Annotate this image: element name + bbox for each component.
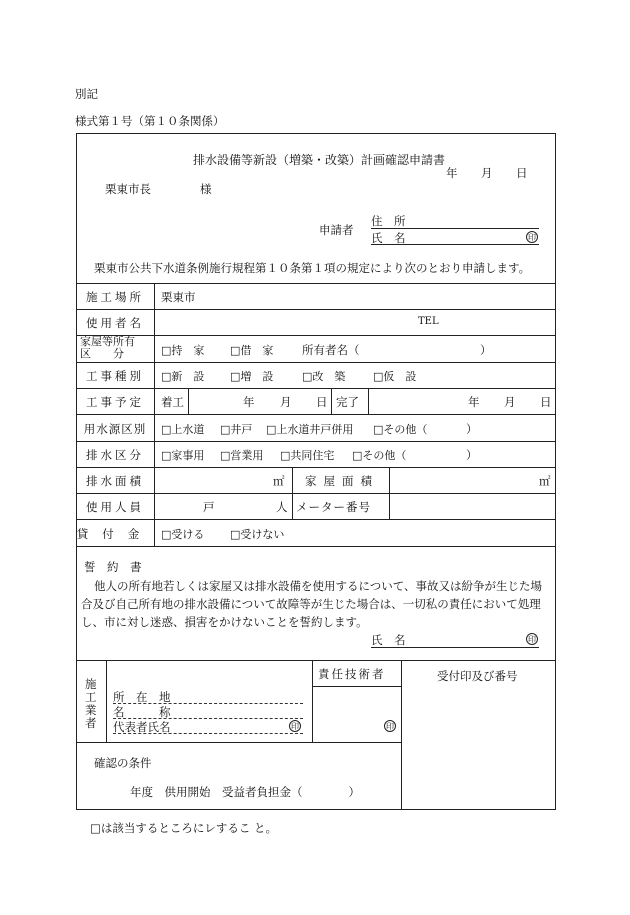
applicant-seal-icon: 印 <box>528 233 536 242</box>
loan-yes-checkbox[interactable]: □受ける <box>161 528 205 541</box>
schedule-divider <box>188 388 189 414</box>
water-other-checkbox[interactable]: □その他（ <box>373 423 428 436</box>
house-owner-close: ） <box>480 343 492 357</box>
contractor-rep-line[interactable] <box>113 733 303 734</box>
pledge-seal-icon: 印 <box>528 635 536 644</box>
pledge-heading: 誓 約 書 <box>84 560 142 574</box>
house-area-label: 家屋面積 <box>305 474 379 488</box>
form-number: 様式第１号（第１０条関係） <box>75 114 225 128</box>
work-expand-checkbox[interactable]: □増 設 <box>230 370 274 383</box>
water-public-checkbox[interactable]: □上水道 <box>161 423 205 436</box>
water-both-checkbox[interactable]: □上水道井戸併用 <box>266 423 354 436</box>
pledge-line3: し、市に対し迷惑、損害をかけないことを誓約します。 <box>81 615 368 629</box>
schedule-end-label: 完了 <box>336 395 359 409</box>
reception-divider <box>401 660 402 810</box>
contractor-seal-icon: 印 <box>291 722 299 731</box>
pledge-line2: 合及び自己所有地の排水設備について故障等が生じた場合は、一切私の責任において処理 <box>81 597 541 611</box>
drain-label: 排水区分 <box>86 448 144 462</box>
house-label: 家屋等所有 区 分 <box>80 335 135 360</box>
row-divider <box>76 546 556 547</box>
area-divider <box>292 467 293 519</box>
loan-no-checkbox[interactable]: □受けない <box>230 528 285 541</box>
area-label: 排水面積 <box>86 474 144 488</box>
addressee-honorific: 様 <box>200 182 212 196</box>
schedule-end-day[interactable]: 日 <box>540 395 552 409</box>
conditions-line: 年度 供用開始 受益者負担金（ ） <box>130 785 360 799</box>
addressee-name: 栗東市長 <box>105 182 151 196</box>
area-divider <box>389 467 390 519</box>
people-label: 使用人員 <box>86 500 144 514</box>
row-divider <box>76 493 556 494</box>
user-tel[interactable]: TEL <box>418 316 439 327</box>
user-label: 使用者名 <box>86 316 144 330</box>
water-other-close: ） <box>466 422 478 436</box>
applicant-name-label: 氏 名 <box>371 231 406 245</box>
location-label: 施工場所 <box>86 290 144 304</box>
contractor-rep-label: 代表者氏名 <box>113 720 171 734</box>
contractor-divider <box>106 660 107 742</box>
date-year: 年 <box>446 166 458 180</box>
label-column-divider <box>154 283 155 546</box>
row-divider <box>76 519 556 520</box>
pledge-name-label: 氏 名 <box>371 633 406 647</box>
date-day: 日 <box>516 166 528 180</box>
house-own-checkbox[interactable]: □持 家 <box>161 344 205 357</box>
schedule-start-month[interactable]: 月 <box>280 395 292 409</box>
work-new-checkbox[interactable]: □新 設 <box>161 370 205 383</box>
conditions-heading: 確認の条件 <box>94 756 152 770</box>
schedule-start-label: 着工 <box>161 395 184 409</box>
form-title: 排水設備等新設（増築・改築）計画確認申請書 <box>193 153 446 167</box>
row-divider <box>76 441 556 442</box>
applicant-address-label: 住 所 <box>371 214 406 228</box>
applicant-address-line[interactable] <box>371 228 539 229</box>
water-label: 用水源区別 <box>83 422 147 436</box>
schedule-label: 工事予定 <box>86 395 144 409</box>
row-divider <box>76 309 556 310</box>
intro-text: 栗東市公共下水道条例施行規程第１０条第１項の規定により次のとおり申請します。 <box>94 261 531 275</box>
drain-business-checkbox[interactable]: □営業用 <box>220 449 264 462</box>
pledge-name-line[interactable] <box>371 647 539 648</box>
drain-home-checkbox[interactable]: □家事用 <box>161 449 205 462</box>
footnote: □は該当するところにレするこ と。 <box>90 821 278 835</box>
engineer-label: 責任技術者 <box>318 667 386 681</box>
water-well-checkbox[interactable]: □井戸 <box>220 423 253 436</box>
drain-other-checkbox[interactable]: □その他（ <box>352 449 407 462</box>
row-divider <box>76 414 556 415</box>
schedule-start-day[interactable]: 日 <box>316 395 328 409</box>
contractor-vertical-label: 施 工 業 者 <box>85 677 97 730</box>
row-divider <box>76 388 556 389</box>
section-divider <box>76 660 556 661</box>
work-label: 工事種別 <box>86 369 144 383</box>
work-rebuild-checkbox[interactable]: □改 築 <box>302 370 346 383</box>
house-owner-name[interactable]: 所有者名（ <box>302 343 360 357</box>
drain-other-close: ） <box>466 448 478 462</box>
applicant-label: 申請者 <box>319 223 354 237</box>
reception-label: 受付印及び番号 <box>437 669 518 683</box>
work-temp-checkbox[interactable]: □仮 設 <box>373 370 417 383</box>
row-divider <box>76 362 556 363</box>
loan-label: 貸付金 <box>76 527 154 541</box>
engineer-divider <box>312 660 313 742</box>
pledge-line1: 他人の所有地若しくは家屋又は排水設備を使用するについて、事故又は紛争が生じた場 <box>94 579 543 593</box>
row-divider <box>76 283 556 284</box>
row-divider <box>76 467 556 468</box>
beki-label: 別記 <box>75 87 98 101</box>
applicant-name-line[interactable] <box>371 244 539 245</box>
date-month: 月 <box>481 166 493 180</box>
area-unit: ㎡ <box>273 474 285 488</box>
house-rent-checkbox[interactable]: □借 家 <box>230 344 274 357</box>
location-value[interactable]: 栗東市 <box>161 290 196 304</box>
schedule-divider <box>331 388 332 414</box>
schedule-divider <box>368 388 369 414</box>
drain-apartment-checkbox[interactable]: □共同住宅 <box>280 449 335 462</box>
schedule-end-month[interactable]: 月 <box>504 395 516 409</box>
engineer-label-divider <box>312 686 401 687</box>
engineer-seal-icon: 印 <box>386 722 394 731</box>
people-persons[interactable]: 人 <box>276 500 288 514</box>
row-divider <box>76 335 556 336</box>
house-area-unit: ㎡ <box>539 474 551 488</box>
schedule-start-year[interactable]: 年 <box>243 395 255 409</box>
schedule-end-year[interactable]: 年 <box>468 395 480 409</box>
contractor-name-label: 名 称 <box>113 705 171 719</box>
contractor-address-label: 所 在 地 <box>113 690 171 704</box>
people-households[interactable]: 戸 <box>203 500 215 514</box>
meter-label: メーター番号 <box>296 500 371 514</box>
conditions-divider <box>76 742 401 743</box>
